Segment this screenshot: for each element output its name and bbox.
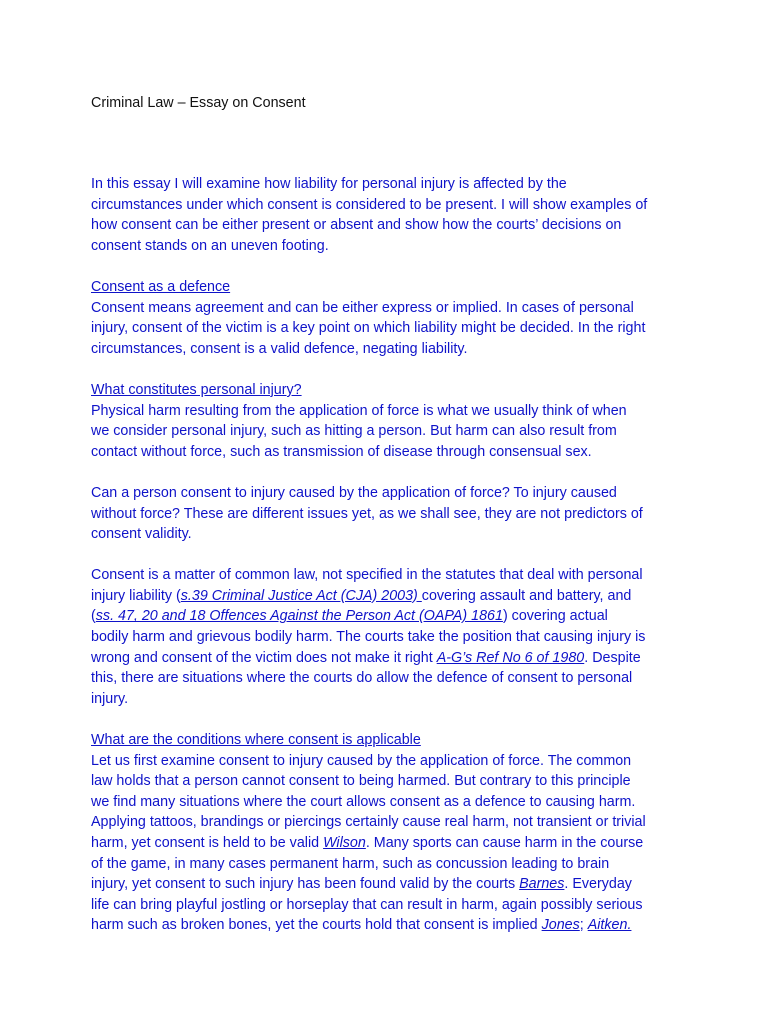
section-personal-injury bbox=[91, 380, 691, 462]
text-line: without force? These are different issues yet, as we shall see, they are not predictors of bbox=[91, 505, 643, 522]
text-line: law holds that a person cannot consent to being harmed. But contrary to this principle bbox=[91, 773, 631, 790]
text-line bbox=[91, 915, 691, 936]
citation-link-oapa-1861[interactable]: ss. 47, 20 and 18 Offences Against the Person Act (OAPA) 1861 bbox=[95, 608, 503, 625]
common-law-paragraph bbox=[91, 565, 691, 709]
text-line: contact without force, such as transmission of disease through consensual sex. bbox=[91, 443, 592, 460]
citation-link-cja-2003[interactable]: s.39 Criminal Justice Act (CJA) 2003) bbox=[180, 587, 422, 604]
text-segment: ; bbox=[579, 917, 588, 934]
paragraph-gap bbox=[91, 359, 691, 380]
text-line: In this essay I will examine how liability for personal injury is affected by the bbox=[91, 176, 567, 192]
section-heading-personal-injury: What constitutes personal injury? bbox=[91, 381, 302, 398]
citation-link-jones[interactable]: Jones bbox=[541, 917, 580, 934]
text-line: consent validity. bbox=[91, 526, 192, 543]
essay-body bbox=[91, 174, 691, 936]
text-segment: . Everyday bbox=[564, 876, 632, 893]
text-segment: harm, yet consent is held to be valid bbox=[91, 835, 324, 851]
text-line: circumstances under which consent is considered to be present. I will show examples of bbox=[91, 196, 648, 213]
text-line: this, there are situations where the courts do allow the defence of consent to personal bbox=[91, 670, 633, 687]
text-line: Physical harm resulting from the application of force is what we usually think of when bbox=[91, 402, 627, 419]
citation-link-aitken[interactable]: Aitken. bbox=[587, 917, 632, 934]
text-line bbox=[91, 586, 691, 607]
paragraph-gap bbox=[91, 256, 691, 277]
text-line bbox=[91, 606, 691, 627]
text-line: how consent can be either present or absent and show how the courts’ decisions on bbox=[91, 217, 622, 234]
section-consent-defence bbox=[91, 277, 691, 359]
citation-link-ag-ref-1980[interactable]: A-G’s Ref No 6 of 1980 bbox=[436, 649, 585, 666]
section-heading-conditions: What are the conditions where consent is applicable bbox=[91, 732, 421, 749]
text-line: life can bring playful jostling or horseplay that can result in harm, again possibly serious bbox=[91, 896, 643, 913]
text-line: injury, consent of the victim is a key point on which liability might be decided. In the right bbox=[91, 320, 646, 337]
text-segment: injury, yet consent to such injury has been found valid by the courts bbox=[91, 876, 520, 893]
document-title: Criminal Law – Essay on Consent bbox=[91, 95, 306, 111]
text-segment: covering assault and battery, and bbox=[421, 587, 632, 604]
text-line: bodily harm and grievous bodily harm. The courts take the position that causing injury is bbox=[91, 629, 646, 646]
intro-paragraph bbox=[91, 174, 691, 256]
text-line: Can a person consent to injury caused by the application of force? To injury caused bbox=[91, 484, 617, 501]
text-segment: ) covering actual bbox=[502, 608, 608, 625]
section-heading-consent-defence: Consent as a defence bbox=[91, 278, 231, 295]
text-line: Let us first examine consent to injury caused by the application of force. The common bbox=[91, 752, 632, 769]
section-conditions bbox=[91, 730, 691, 936]
text-line: of the game, in many cases permanent harm, such as concussion leading to brain bbox=[91, 855, 610, 872]
citation-link-barnes[interactable]: Barnes bbox=[519, 876, 565, 893]
text-line: Consent means agreement and can be either express or implied. In cases of personal bbox=[91, 299, 634, 316]
paragraph-gap bbox=[91, 462, 691, 483]
text-segment: . Many sports can cause harm in the course bbox=[365, 835, 644, 851]
force-paragraph bbox=[91, 483, 691, 545]
text-line: Applying tattoos, brandings or piercings certainly cause real harm, not transient or trivial bbox=[91, 814, 646, 831]
citation-link-wilson[interactable]: Wilson bbox=[323, 835, 366, 851]
text-line bbox=[91, 648, 691, 669]
text-line: circumstances, consent is a valid defence, negating liability. bbox=[91, 340, 468, 357]
text-segment: . Despite bbox=[584, 649, 641, 666]
text-line bbox=[91, 833, 691, 854]
text-segment: wrong and consent of the victim does not make it right bbox=[91, 649, 437, 666]
text-segment: injury liability ( bbox=[91, 587, 181, 604]
text-line: we consider personal injury, such as hitting a person. But harm can also result from bbox=[91, 423, 617, 440]
text-line: consent stands on an uneven footing. bbox=[91, 237, 329, 254]
text-line: we find many situations where the court allows consent as a defence to causing harm. bbox=[91, 793, 636, 810]
text-segment: harm such as broken bones, yet the courts hold that consent is implied bbox=[91, 917, 542, 934]
paragraph-gap bbox=[91, 545, 691, 566]
text-segment: ( bbox=[91, 608, 96, 625]
text-line: injury. bbox=[91, 690, 129, 707]
text-line bbox=[91, 874, 691, 895]
text-line: Consent is a matter of common law, not specified in the statutes that deal with personal bbox=[91, 567, 643, 584]
paragraph-gap bbox=[91, 709, 691, 730]
